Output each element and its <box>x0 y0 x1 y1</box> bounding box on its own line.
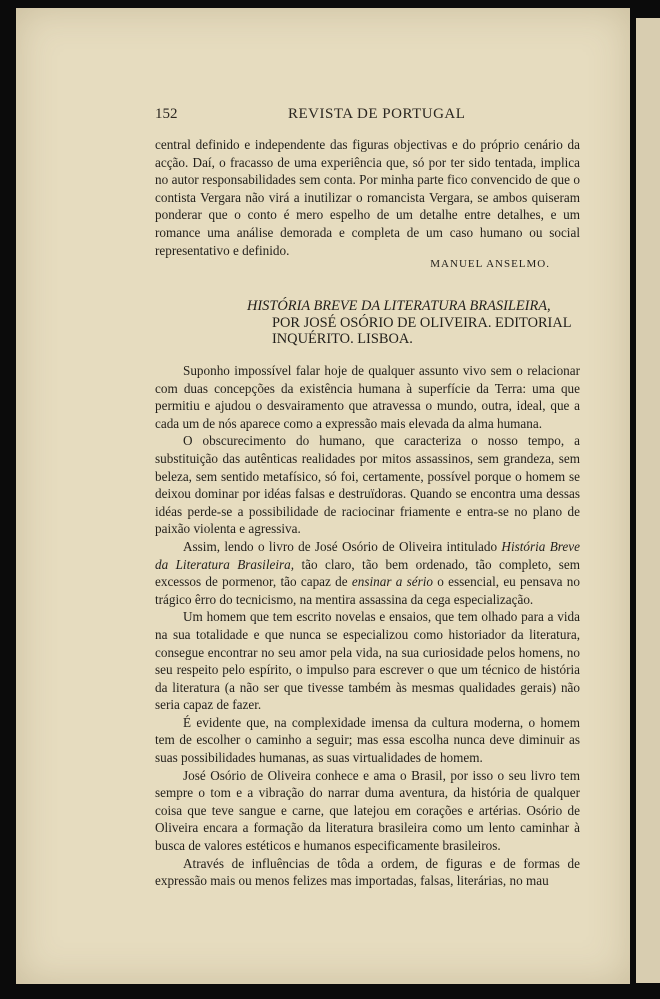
review-heading <box>200 298 580 348</box>
paragraph-3-text-c: o essencial, eu pensava no trágico êrro do tecnicismo, na mentira assassina da cega especialização. <box>155 574 580 607</box>
paragraph-2: O obscurecimento do humano, que caracteriza o nosso tempo, a substituição das autênticas realidades por mitos assassinos, sem grandeza, sem beleza, sem sentido metafísico, só foi, certamente, possível porque o homem se deixou dominar por idéas falsas e destruïdoras. Quando se encontra uma dessas idéas perde-se a possibilidade de raciocinar friamente e entra-se no plano de paixão violenta e agressiva. <box>155 433 580 537</box>
paragraph-7: Através de influências de tôda a ordem, de figuras e de formas de expressão mais ou menos felizes mas importadas, falsas, literárias, no mau <box>155 855 580 889</box>
paragraph-1: Suponho impossível falar hoje de qualquer assunto vivo sem o relacionar com duas concepções da existência humana à superfície da Terra: uma que permitiu e ajudou o desvairamento que atravessa o mundo, outra, ideal, que a cada um de nós aparece como a expressão mais elevada da alma humana. <box>155 363 580 431</box>
review-book-details: POR JOSÉ OSÓRIO DE OLIVEIRA. EDITORIAL INQUÉRITO. LISBOA. <box>272 314 571 348</box>
paragraph-3 <box>155 538 580 608</box>
paragraph-4: Um homem que tem escrito novelas e ensaios, que tem olhado para a vida na sua totalidade e que nunca se especializou como historiador da literatura, consegue encontrar no seu amor pela vida, na sua curiosidade pelos homens, no seu respeito pelo espírito, o impulso para escrever o que um técnico de história da literatura (a não ser que tivesse também às mesmas qualidades gerais) não seria capaz de fazer. <box>155 609 580 713</box>
review-book-title: HISTÓRIA BREVE DA LITERATURA BRASILEIRA, <box>247 298 551 314</box>
book-title-italic: História Breve da Literatura Brasileira, <box>155 538 580 572</box>
paragraph: central definido e independente das figuras objectivas e do próprio cenário da acção. Daí, o fracasso de uma experiência que, só por ter sido tentada, implica no autor responsabilidades sem conta. Por minha parte fico convencido de que o contista Vergara não virá a inutilizar o romancista Vergara, se ambos quiseram ponderar que o conto é mero espelho de um detalhe entre detalhes, e um romance uma análise demorada e completa de um caso humano ou social representativo e definido. <box>155 137 580 258</box>
paragraph-3-text-b: tão claro, tão bem ordenado, tão completo, sem excessos de pormenor, tão capaz de <box>155 556 580 590</box>
paragraph-5: É evidente que, na complexidade imensa da cultura moderna, o homem tem de escolher o caminho a seguir; mas essa escolha nunca deve diminuir as suas possibilidades humanas, as suas virtualidades de homem. <box>155 714 580 766</box>
review-body <box>155 362 580 890</box>
paragraph-6: José Osório de Oliveira conhece e ama o Brasil, por isso o seu livro tem sempre o tom e a vibração do narrar duma aventura, da história de qualquer coisa que teve sangue e carne, que latejou em corações e artérias. Osório de Oliveira encara a formação da literatura brasileira como um lento caminhar à busca de valores estéticos e humanos especificamente brasileiros. <box>155 767 580 854</box>
running-title: REVISTA DE PORTUGAL <box>288 106 466 122</box>
continued-paragraph <box>155 136 580 259</box>
adjacent-page-edge <box>636 18 660 983</box>
author-signature: MANUEL ANSELMO. <box>430 258 550 270</box>
page-number: 152 <box>155 106 178 122</box>
page-header <box>155 106 580 126</box>
paragraph-3-text-a: Assim, lendo o livro de José Osório de Oliveira intitulado <box>183 538 502 554</box>
emphasis-italic: ensinar a sério <box>351 574 433 590</box>
